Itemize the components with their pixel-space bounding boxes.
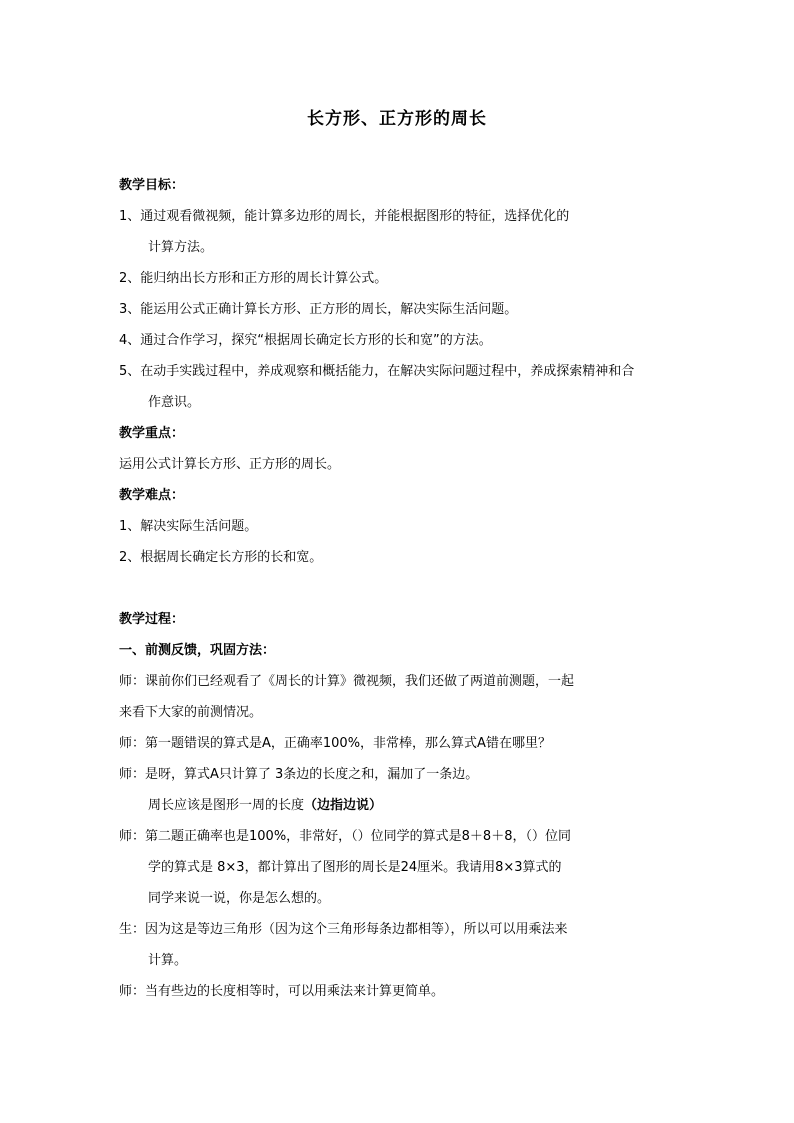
objective-item-5: 5、在动手实践过程中，养成观察和概括能力，在解决实际问题过程中，养成探索精神和合 [119,364,635,379]
dialogue-line: 师：当有些边的长度相等时，可以用乘法来计算更简单。 [119,984,445,999]
key-point-text: 运用公式计算长方形、正方形的周长。 [119,457,341,472]
dialogue-line [148,797,382,815]
dialogue-line: 师：课前你们已经观看了《周长的计算》微视频，我们还做了两道前测题，一起 [119,674,575,689]
difficulty-item-1: 1、解决实际生活问题。 [119,519,258,534]
dialogue-line: 生：因为这是等边三角形（因为这个三角形每条边都相等），所以可以用乘法来 [119,922,568,937]
action-note: （边指边说） [304,798,383,813]
dialogue-text: 周长应该是图形一周的长度 [148,798,305,813]
dialogue-line: 来看下大家的前测情况。 [119,705,263,720]
dialogue-line: 师：第二题正确率也是100%，非常好，（）位同学的算式是8＋8＋8，（）位同 [119,829,571,844]
objective-item-5-cont: 作意识。 [148,395,201,410]
section-1-heading: 一、前测反馈，巩固方法： [119,643,276,658]
dialogue-line: 师：第一题错误的算式是A，正确率100%，非常棒，那么算式A错在哪里？ [119,736,551,751]
objective-item-3: 3、能运用公式正确计算长方形、正方形的周长，解决实际生活问题。 [119,302,518,317]
dialogue-line: 计算。 [148,953,188,968]
objective-item-1: 1、通过观看微视频，能计算多边形的周长，并能根据图形的特征，选择优化的 [119,209,570,224]
objective-item-4: 4、通过合作学习，探究“根据周长确定长方形的长和宽”的方法。 [119,333,492,348]
dialogue-line: 同学来说一说，你是怎么想的。 [148,891,331,906]
dialogue-line: 师：是呀，算式A只计算了 3条边的长度之和，漏加了一条边。 [119,767,479,782]
process-heading: 教学过程： [119,612,185,627]
key-point-heading: 教学重点： [119,426,185,441]
dialogue-line: 学的算式是 8×3，都计算出了图形的周长是24厘米。我请用8×3算式的 [148,860,562,875]
objectives-heading: 教学目标： [119,178,185,193]
objective-item-1-cont: 计算方法。 [148,240,214,255]
objective-item-2: 2、能归纳出长方形和正方形的周长计算公式。 [119,271,388,286]
difficulty-heading: 教学难点： [119,488,185,503]
document-title: 长方形、正方形的周长 [307,109,487,129]
difficulty-item-2: 2、根据周长确定长方形的长和宽。 [119,550,323,565]
